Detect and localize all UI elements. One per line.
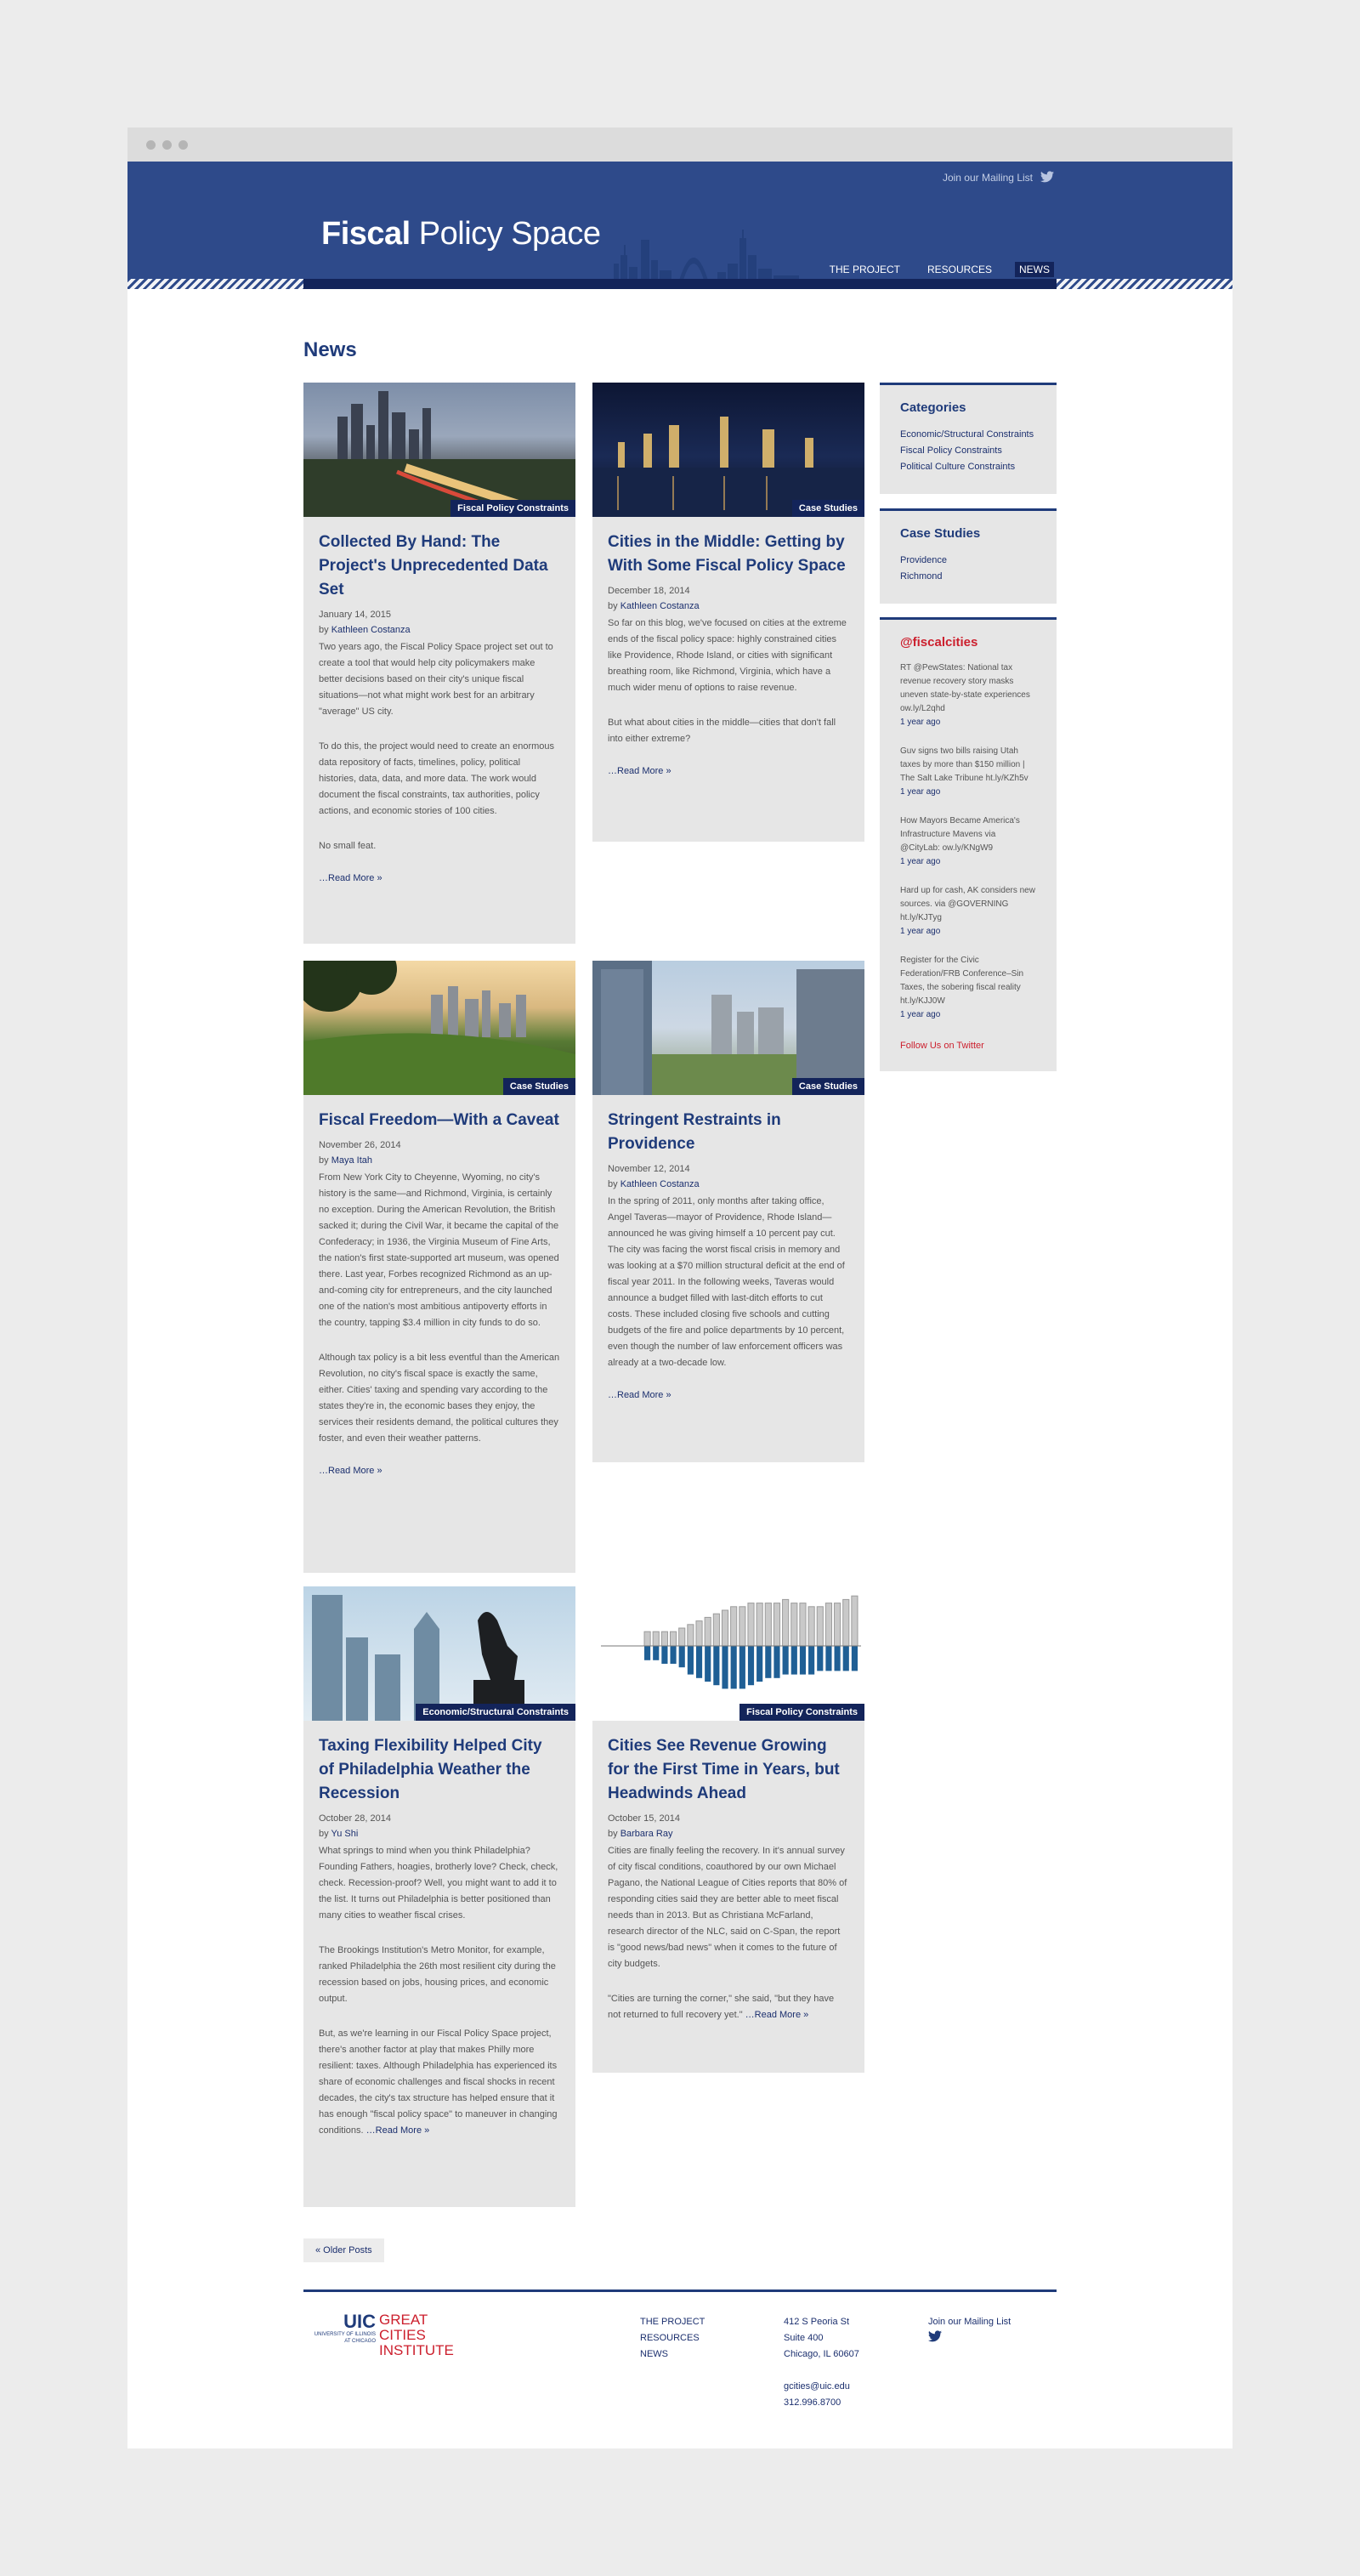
post-card <box>592 383 864 842</box>
logo-sub: UNIVERSITY OF ILLINOIS AT CHICAGO <box>314 2332 376 2344</box>
logo-uic: UIC <box>343 2311 376 2332</box>
read-more-link[interactable]: …Read More » <box>319 873 382 883</box>
category-tag[interactable]: Fiscal Policy Constraints <box>450 500 575 517</box>
nav-news[interactable]: NEWS <box>1015 262 1054 277</box>
footer-address <box>784 2314 859 2411</box>
post-excerpt <box>608 1991 849 2023</box>
post-card <box>303 1586 575 2207</box>
chart-bar-positive <box>852 1596 858 1646</box>
chart-bar-positive <box>688 1625 694 1646</box>
address-line: Suite 400 <box>784 2333 824 2343</box>
window-dot-icon[interactable] <box>162 140 172 150</box>
post-title[interactable]: Stringent Restraints in Providence <box>608 1111 781 1153</box>
chart-bar-positive <box>748 1603 754 1646</box>
chart-bar-positive <box>705 1617 711 1646</box>
post-excerpt: From New York City to Cheyenne, Wyoming, no city's history is the same—and Richmond, Virginia, is certainly no exception. During the American Revolution, the British sacked it; during the Civil War, it became the capital of the Confederacy; in 1936, the Virginia Museum of Fine Arts, the nation's first state-supported art museum, was opened there. Last year, Forbes recognized Richmond as an up-and-coming city for entrepreneurs, and the city launched one of the nation's most ambitious antipoverty efforts in the country, tapping $3.4 million in city funds to do so. <box>319 1172 559 1328</box>
category-tag[interactable]: Case Studies <box>792 500 864 517</box>
category-tag[interactable]: Economic/Structural Constraints <box>416 1704 575 1721</box>
post-image[interactable] <box>592 383 864 517</box>
window-dot-icon[interactable] <box>178 140 188 150</box>
window-dot-icon[interactable] <box>146 140 156 150</box>
excerpt-text: "Cities are turning the corner," she said, "but they have not returned to full recovery yet." <box>608 1994 835 2020</box>
chart-bar-positive <box>713 1614 719 1646</box>
byline-prefix: by <box>608 601 620 611</box>
chart-bar-negative <box>644 1646 650 1660</box>
chart-bar-positive <box>722 1610 728 1646</box>
tweet-text: RT @PewStates: National tax revenue recovery story masks uneven state-by-state experiences ow.ly/L2qhd <box>900 663 1030 713</box>
tweet <box>900 661 1036 729</box>
chart-bar-positive <box>817 1607 823 1646</box>
chart-bar-positive <box>740 1607 745 1646</box>
twitter-icon[interactable] <box>928 2335 942 2345</box>
tweet-time-link[interactable]: 1 year ago <box>900 787 941 797</box>
post-image[interactable] <box>303 1586 575 1721</box>
follow-twitter-link[interactable]: Follow Us on Twitter <box>900 1041 984 1051</box>
browser-window <box>128 128 1232 2448</box>
chart-bar-negative <box>688 1646 694 1675</box>
main-nav <box>825 262 1054 277</box>
footer-mailing-list-link[interactable]: Join our Mailing List <box>928 2317 1012 2327</box>
post-excerpt: To do this, the project would need to create an enormous data repository of facts, timelines, policy, political histories, data, data, and more data. The work would document the fiscal constraints, tax authorities, policy actions, and economic stories of 100 cities. <box>319 741 555 816</box>
post-image[interactable] <box>303 383 575 517</box>
footer-nav <box>640 2314 705 2363</box>
post-date: December 18, 2014 <box>608 586 690 596</box>
window-chrome <box>128 128 1232 162</box>
chart-bar-positive <box>670 1631 676 1646</box>
case-studies-heading: Case Studies <box>900 526 981 541</box>
chart-bar-positive <box>783 1599 789 1646</box>
author-link[interactable]: Kathleen Costanza <box>620 1179 700 1189</box>
logo-rest: Policy Space <box>410 216 601 252</box>
chart-bar-positive <box>808 1607 814 1646</box>
read-more-link[interactable]: …Read More » <box>319 1466 382 1476</box>
tweet <box>900 884 1036 939</box>
chart-bar-positive <box>644 1631 650 1646</box>
read-more-link[interactable]: …Read More » <box>745 2010 809 2020</box>
chart-bar-negative <box>696 1646 702 1678</box>
category-tag[interactable]: Fiscal Policy Constraints <box>740 1704 864 1721</box>
footer-rule <box>303 2289 1057 2292</box>
chart-bar-positive <box>661 1631 667 1646</box>
chart-bar-negative <box>774 1646 779 1678</box>
case-link[interactable]: Richmond <box>900 571 943 582</box>
page-title: News <box>303 338 357 361</box>
chart-bar-positive <box>843 1599 849 1646</box>
revenue-chart <box>592 1586 864 1721</box>
post-date: November 26, 2014 <box>319 1140 401 1150</box>
case-link[interactable]: Providence <box>900 555 948 565</box>
tweet-time-link[interactable]: 1 year ago <box>900 718 941 727</box>
chart-bar-negative <box>722 1646 728 1688</box>
chart-bar-negative <box>783 1646 789 1675</box>
chart-bar-negative <box>852 1646 858 1671</box>
chart-bar-negative <box>661 1646 667 1664</box>
post-title[interactable]: Cities See Revenue Growing for the First Time in Years, but Headwinds Ahead <box>608 1737 840 1802</box>
older-posts-button[interactable]: « Older Posts <box>303 2238 384 2262</box>
footer-nav-resources[interactable]: RESOURCES <box>640 2333 700 2343</box>
post-byline <box>319 1153 560 1168</box>
post-byline <box>608 599 849 614</box>
author-link[interactable]: Yu Shi <box>331 1829 359 1839</box>
twitter-icon[interactable] <box>1040 171 1054 187</box>
tweet-text: Register for the Civic Federation/FRB Conference–Sin Taxes, the sobering fiscal reality ht.ly/KJJ0W <box>900 956 1024 1006</box>
header-stripe-solid <box>303 279 1057 289</box>
post-date: October 15, 2014 <box>608 1813 681 1824</box>
chart-bar-negative <box>670 1646 676 1664</box>
post-excerpt: But what about cities in the middle—cities that don't fall into either extreme? <box>608 718 836 744</box>
tweet-text: Hard up for cash, AK considers new sources. via @GOVERNING ht.ly/KJTyg <box>900 886 1035 922</box>
footer-nav-the-project[interactable]: THE PROJECT <box>640 2317 706 2327</box>
chart-bar-positive <box>774 1603 779 1646</box>
post-card <box>303 961 575 1573</box>
post-byline <box>319 622 560 638</box>
tweet-time-link[interactable]: 1 year ago <box>900 1010 941 1019</box>
read-more-link[interactable]: …Read More » <box>608 766 672 776</box>
category-tag[interactable]: Case Studies <box>792 1078 864 1095</box>
tweet-text: Guv signs two bills raising Utah taxes by more than $150 million | The Salt Lake Tribune ht.ly/KZh5v <box>900 746 1028 783</box>
category-tag[interactable]: Case Studies <box>503 1078 575 1095</box>
chart-bar-negative <box>653 1646 659 1660</box>
byline-prefix: by <box>319 1155 332 1166</box>
logo-bold: Fiscal <box>321 216 411 252</box>
chart-bar-negative <box>808 1646 814 1675</box>
chart-bar-positive <box>679 1628 685 1646</box>
chart-bar-negative <box>825 1646 831 1671</box>
post-excerpt: Two years ago, the Fiscal Policy Space project set out to create a tool that would help city policymakers make better decisions based on their city's unique fiscal situations—not what might work best for an arbitrary "average" US city. <box>319 642 553 717</box>
mailing-list-link[interactable]: Join our Mailing List <box>942 172 1033 184</box>
post-date: October 28, 2014 <box>319 1813 392 1824</box>
chart-bar-negative <box>740 1646 745 1688</box>
nav-resources[interactable]: RESOURCES <box>926 264 992 275</box>
post-excerpt: The Brookings Institution's Metro Monitor, for example, ranked Philadelphia the 26th most resilient city during the recession based on jobs, housing prices, and economic output. <box>319 1945 556 2004</box>
read-more-link[interactable]: …Read More » <box>366 2125 430 2136</box>
post-byline <box>608 1826 849 1841</box>
author-link[interactable]: Maya Itah <box>331 1155 372 1166</box>
chart-bar-negative <box>835 1646 841 1671</box>
tweet <box>900 745 1036 799</box>
post-title[interactable]: Cities in the Middle: Getting by With Some Fiscal Policy Space <box>608 533 846 575</box>
post-date: November 12, 2014 <box>608 1164 690 1174</box>
category-link[interactable]: Economic/Structural Constraints <box>900 429 1034 440</box>
logo-gci: GREAT CITIES INSTITUTE <box>379 2312 454 2358</box>
nav-the-project[interactable]: THE PROJECT <box>829 264 900 275</box>
byline-prefix: by <box>319 1829 332 1839</box>
sidebar-twitter <box>880 617 1057 1071</box>
categories-heading: Categories <box>900 400 966 415</box>
tweet-text: How Mayors Became America's Infrastructure Mavens via @CityLab: ow.ly/KNgW9 <box>900 816 1020 853</box>
post-excerpt <box>319 2026 560 2139</box>
post-excerpt: In the spring of 2011, only months after taking office, Angel Taveras—mayor of Providence, Rhode Island—announced he was giving himself a 10 percent pay cut. The city was facing the worst fiscal crisis in memory and was looking at a $70 million structural deficit at the end of fiscal year 2011. In the following weeks, Taveras would announce a budget filled with last-ditch efforts to cut costs. These included closing five schools and cutting budgets of the fire and police departments by 10 percent, even though the number of law enforcement officers was already at a two-decade low. <box>608 1196 845 1368</box>
post-excerpt: Although tax policy is a bit less eventful than the American Revolution, no city's fiscal space is exactly the same, either. Cities' taxing and spending vary according to the states they're in, the economic bases they enjoy, the services their residents demand, the political cultures they foster, and even their weather patterns. <box>319 1353 560 1444</box>
post-card <box>592 1586 864 2073</box>
category-link[interactable]: Political Culture Constraints <box>900 462 1016 472</box>
category-link[interactable]: Fiscal Policy Constraints <box>900 445 1002 456</box>
tweet <box>900 814 1036 869</box>
twitter-heading[interactable]: @fiscalcities <box>900 635 978 650</box>
byline-prefix: by <box>608 1179 620 1189</box>
chart-bar-negative <box>705 1646 711 1682</box>
tweet <box>900 954 1036 1022</box>
post-byline <box>608 1177 849 1192</box>
tweet-time-link[interactable]: 1 year ago <box>900 927 941 936</box>
post-byline <box>319 1826 560 1841</box>
chart-bar-positive <box>653 1631 659 1646</box>
author-link[interactable]: Kathleen Costanza <box>620 601 700 611</box>
post-excerpt: What springs to mind when you think Philadelphia? Founding Fathers, hoagies, brotherly love? Check, check, check. Recession-proof? Well, you might want to add it to the list. It turns out Philadelphia is better positioned than many cities to weather fiscal crises. <box>319 1846 558 1921</box>
author-link[interactable]: Kathleen Costanza <box>331 625 411 635</box>
excerpt-text: But, as we're learning in our Fiscal Policy Space project, there's another factor at play that makes Philly more resilient: taxes. Although Philadelphia has experienced its share of economic challenges and fiscal shocks in recent decades, the city's tax structure has helped ensure that it has enough "fiscal policy space" to maneuver in changing conditions. <box>319 2028 558 2136</box>
chart-bar-positive <box>800 1603 806 1646</box>
chart-bar-negative <box>791 1646 797 1675</box>
footer-social <box>928 2314 1011 2348</box>
footer-phone: 312.996.8700 <box>784 2397 842 2408</box>
post-excerpt: So far on this blog, we've focused on cities at the extreme ends of the fiscal policy space: highly constrained cities like Providence, Rhode Island, or cities with significant breathing room, like Richmond, Virginia, which have a much wider menu of options to raise revenue. <box>608 618 847 693</box>
chart-bar-negative <box>756 1646 762 1682</box>
post-card <box>592 961 864 1462</box>
chart-bar-negative <box>843 1646 849 1671</box>
post-card <box>303 383 575 944</box>
chart-bar-negative <box>679 1646 685 1667</box>
post-title[interactable]: Fiscal Freedom—With a Caveat <box>319 1111 559 1129</box>
tweet-time-link[interactable]: 1 year ago <box>900 857 941 866</box>
post-excerpt: Cities are finally feeling the recovery. In it's annual survey of city fiscal conditions, coauthored by our own Michael Pagano, the National League of Cities reports that 80% of responding cities said they are better able to meet fiscal needs than in 2013. But as Christiana McFarland, research director of the NLC, said on C-Span, the report is "good news/bad news" when it comes to the future of city budgets. <box>608 1846 847 1969</box>
chart-bar-positive <box>756 1603 762 1646</box>
chart-bar-positive <box>696 1621 702 1646</box>
author-link[interactable]: Barbara Ray <box>620 1829 673 1839</box>
uic-gci-logo[interactable] <box>308 2312 464 2358</box>
address-line: 412 S Peoria St <box>784 2317 850 2327</box>
chart-bar-positive <box>791 1603 797 1646</box>
post-title[interactable]: Collected By Hand: The Project's Unprecedented Data Set <box>319 533 548 599</box>
read-more-link[interactable]: …Read More » <box>608 1390 672 1400</box>
post-title[interactable]: Taxing Flexibility Helped City of Philadelphia Weather the Recession <box>319 1737 542 1802</box>
chart-bar-negative <box>748 1646 754 1685</box>
chart-bar-negative <box>713 1646 719 1685</box>
byline-prefix: by <box>319 625 332 635</box>
chart-bar-positive <box>835 1603 841 1646</box>
byline-prefix: by <box>608 1829 620 1839</box>
site-logo[interactable] <box>321 216 600 252</box>
chart-bar-negative <box>800 1646 806 1675</box>
footer-email-link[interactable]: gcities@uic.edu <box>784 2381 850 2392</box>
chart-bar-positive <box>825 1603 831 1646</box>
post-date: January 14, 2015 <box>319 610 392 620</box>
post-image[interactable] <box>592 961 864 1095</box>
post-image[interactable] <box>303 961 575 1095</box>
sidebar-case-studies <box>880 508 1057 604</box>
footer-nav-news[interactable]: NEWS <box>640 2349 668 2359</box>
post-excerpt: No small feat. <box>319 841 377 851</box>
chart-bar-positive <box>765 1603 771 1646</box>
post-image[interactable] <box>592 1586 864 1721</box>
chart-bar-negative <box>765 1646 771 1678</box>
chart-bar-negative <box>731 1646 737 1688</box>
site-header <box>128 162 1232 289</box>
address-line: Chicago, IL 60607 <box>784 2349 859 2359</box>
sidebar-categories <box>880 383 1057 494</box>
chart-bar-positive <box>731 1607 737 1646</box>
chart-bar-negative <box>817 1646 823 1671</box>
